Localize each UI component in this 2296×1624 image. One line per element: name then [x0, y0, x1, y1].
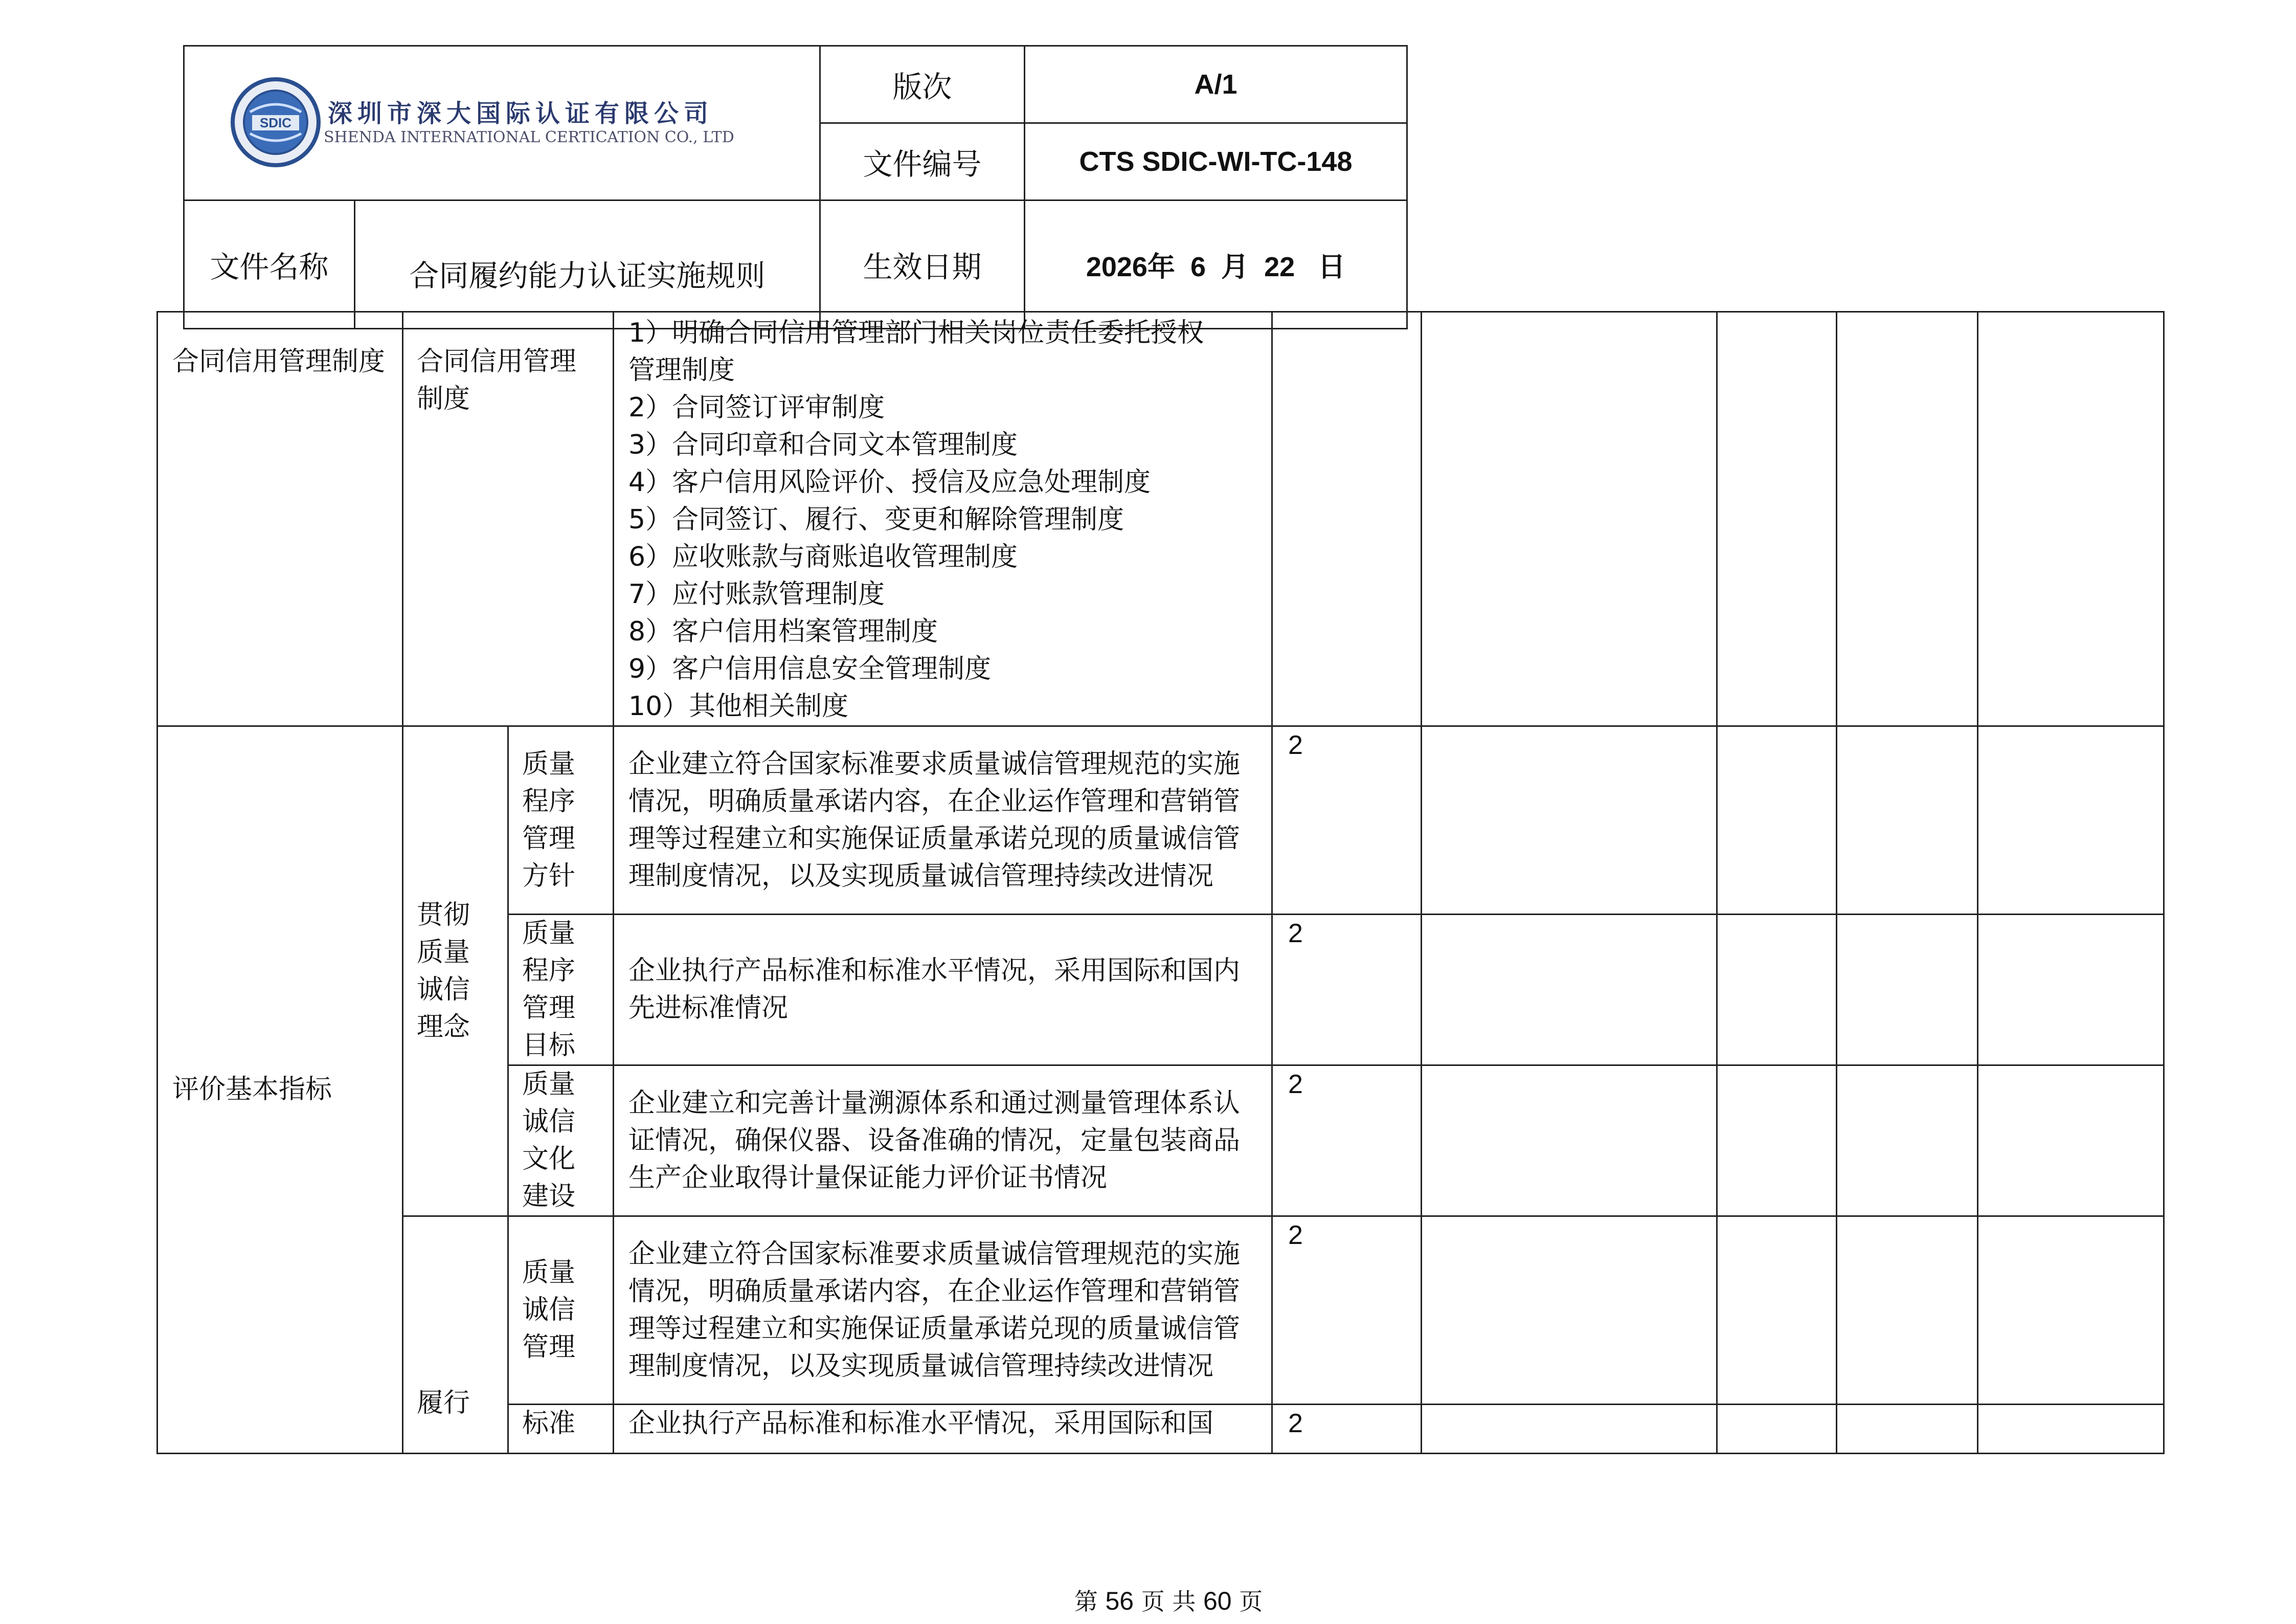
empty-cell — [1422, 1216, 1717, 1405]
row1-subcategory: 合同信用管理制度 — [403, 312, 614, 726]
item-score: 2 — [1272, 1405, 1422, 1454]
company-name-en: SHENDA INTERNATIONAL CERTICATION CO., LTD — [324, 128, 734, 146]
docno-label: 文件编号 — [820, 123, 1025, 201]
item-content: 企业执行产品标准和标准水平情况，采用国际和国内先进标准情况 — [614, 915, 1272, 1065]
sdic-logo-icon — [230, 76, 322, 168]
empty-cell — [1717, 726, 1837, 915]
company-name-cn: 深圳市深大国际认证有限公司 — [328, 99, 714, 128]
evaluation-table — [156, 311, 2165, 1454]
item-label: 质量程序管理方针 — [508, 726, 614, 915]
docname-label: 文件名称 — [184, 201, 355, 329]
empty-cell — [1978, 1065, 2164, 1216]
list-item: 4）客户信用风险评价、授信及应急处理制度 — [628, 467, 1151, 498]
subgroup-label-1: 贯彻质量诚信理念 — [403, 726, 508, 1216]
empty-cell — [1422, 1065, 1717, 1216]
footer-suffix: 页 — [1239, 1588, 1263, 1615]
empty-cell — [1837, 1065, 1978, 1216]
empty-cell — [1837, 312, 1978, 726]
document-header — [183, 45, 1408, 329]
list-item: 7）应付账款管理制度 — [628, 579, 885, 610]
page-footer — [0, 1583, 2296, 1617]
empty-cell — [1422, 312, 1717, 726]
date-day-unit: 日 — [1318, 250, 1346, 283]
list-item: 5）合同签订、履行、变更和解除管理制度 — [628, 504, 1124, 535]
list-item: 2）合同签订评审制度 — [628, 392, 885, 423]
item-label: 质量程序管理目标 — [508, 915, 614, 1065]
version-value: A/1 — [1025, 46, 1407, 123]
empty-cell — [1717, 1065, 1837, 1216]
item-content: 企业建立符合国家标准要求质量诚信管理规范的实施情况，明确质量承诺内容，在企业运作管理和营销管理等过程建立和实施保证质量承诺兑现的质量诚信管理制度情况，以及实现质量诚信管理持续改进情况 — [614, 726, 1272, 915]
row1-item-list — [614, 312, 1272, 726]
empty-cell — [1422, 915, 1717, 1065]
logo-text: SDIC — [259, 115, 292, 130]
list-item: 10）其他相关制度 — [628, 691, 849, 722]
group-label: 评价基本指标 — [157, 726, 403, 1454]
item-label: 质量诚信管理 — [508, 1216, 614, 1405]
item-score: 2 — [1272, 1065, 1422, 1216]
empty-cell — [1717, 915, 1837, 1065]
total-page-number: 60 — [1203, 1587, 1232, 1615]
empty-cell — [1978, 1216, 2164, 1405]
empty-cell — [1837, 726, 1978, 915]
item-content: 企业建立和完善计量溯源体系和通过测量管理体系认证情况，确保仪器、设备准确的情况，定量包装商品生产企业取得计量保证能力评价证书情况 — [614, 1065, 1272, 1216]
date-month-unit: 月 — [1221, 250, 1249, 283]
empty-cell — [1717, 1216, 1837, 1405]
item-content: 企业执行产品标准和标准水平情况，采用国际和国 — [614, 1405, 1272, 1454]
empty-cell — [1978, 312, 2164, 726]
footer-prefix: 第 — [1074, 1588, 1098, 1615]
score-cell — [1272, 312, 1422, 726]
empty-cell — [1978, 915, 2164, 1065]
list-item: 9）客户信用信息安全管理制度 — [628, 654, 992, 684]
table-row — [157, 726, 2164, 915]
list-item: 8）客户信用档案管理制度 — [628, 616, 938, 647]
item-content: 企业建立符合国家标准要求质量诚信管理规范的实施情况，明确质量承诺内容，在企业运作管理和营销管理等过程建立和实施保证质量承诺兑现的质量诚信管理制度情况，以及实现质量诚信管理持续改进情况 — [614, 1216, 1272, 1405]
footer-mid2: 共 — [1172, 1588, 1196, 1615]
empty-cell — [1422, 726, 1717, 915]
item-score: 2 — [1272, 1216, 1422, 1405]
row1-category: 合同信用管理制度 — [157, 312, 403, 726]
table-row — [157, 312, 2164, 726]
empty-cell — [1978, 726, 2164, 915]
empty-cell — [1717, 1405, 1837, 1454]
item-score: 2 — [1272, 726, 1422, 915]
list-item: 1）明确合同信用管理部门相关岗位责任委托授权 — [628, 318, 1204, 348]
empty-cell — [1837, 915, 1978, 1065]
empty-cell — [1837, 1405, 1978, 1454]
date-year: 2026年 — [1086, 251, 1175, 282]
subgroup-label-2: 履行 — [403, 1216, 508, 1454]
empty-cell — [1837, 1216, 1978, 1405]
current-page-number: 56 — [1105, 1587, 1134, 1615]
company-logo-cell — [184, 46, 820, 201]
date-day: 22 — [1264, 251, 1295, 282]
effective-date — [1025, 201, 1407, 329]
empty-cell — [1422, 1405, 1717, 1454]
docname-value: 合同履约能力认证实施规则 — [355, 201, 820, 329]
date-month: 6 — [1190, 251, 1206, 282]
item-label: 质量诚信文化建设 — [508, 1065, 614, 1216]
version-label: 版次 — [820, 46, 1025, 123]
footer-mid1: 页 — [1141, 1588, 1165, 1615]
list-item: 3）合同印章和合同文本管理制度 — [628, 430, 1018, 460]
empty-cell — [1978, 1405, 2164, 1454]
list-item: 管理制度 — [628, 355, 735, 386]
list-item: 6）应收账款与商账追收管理制度 — [628, 542, 1018, 572]
table-row — [157, 1216, 2164, 1405]
docno-value: CTS SDIC-WI-TC-148 — [1025, 123, 1407, 201]
empty-cell — [1717, 312, 1837, 726]
date-label: 生效日期 — [820, 201, 1025, 329]
item-label: 标准 — [508, 1405, 614, 1454]
item-score: 2 — [1272, 915, 1422, 1065]
